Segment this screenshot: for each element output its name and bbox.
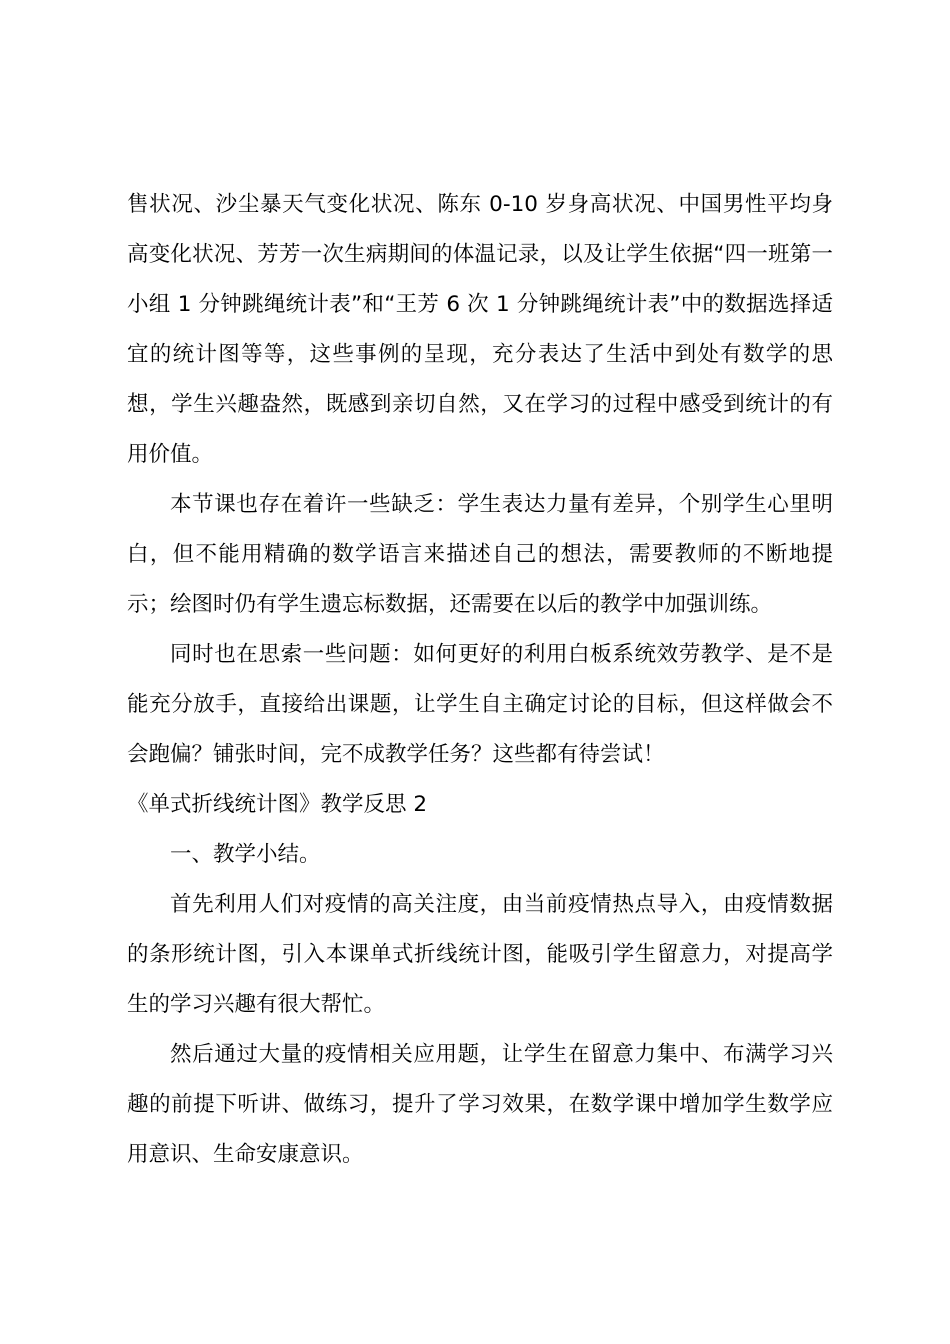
- paragraph-practice: 然后通过大量的疫情相关应用题，让学生在留意力集中、布满学习兴趣的前提下听讲、做练习，提升了学习效果，在数学课中增加学生数学应用意识、生命安康意识。: [127, 1042, 833, 1167]
- section-title: 《单式折线统计图》教学反思 2: [127, 792, 428, 817]
- subsection-heading: 一、教学小结。: [170, 842, 321, 867]
- paragraph-continuation: 售状况、沙尘暴天气变化状况、陈东 0-10 岁身高状况、中国男性平均身高变化状况、芳芳一次生病期间的体温记录，以及让学生依据“四一班第一小组 1 分钟跳绳统计表”和“王芳 6 次 1 分钟跳绳统计表”中的数据选择适宜的统计图等等，这些事例的呈现，充分表达了生活中到处有数学的思想，学生兴趣盎然，既感到亲切自然，又在学习的过程中感受到统计的有用价值。: [127, 192, 833, 467]
- document-body: [127, 180, 833, 1180]
- paragraph-shortcomings: 本节课也存在着许一些缺乏：学生表达力量有差异，个别学生心里明白，但不能用精确的数学语言来描述自己的想法，需要教师的不断地提示；绘图时仍有学生遗忘标数据，还需要在以后的教学中加强训练。: [127, 492, 833, 617]
- paragraph-reflection-questions: 同时也在思索一些问题：如何更好的利用白板系统效劳教学、是不是能充分放手，直接给出课题，让学生自主确定讨论的目标，但这样做会不会跑偏？铺张时间，完不成教学任务？这些都有待尝试！: [127, 642, 833, 767]
- paragraph-introduction: 首先利用人们对疫情的高关注度，由当前疫情热点导入，由疫情数据的条形统计图，引入本课单式折线统计图，能吸引学生留意力，对提高学生的学习兴趣有很大帮忙。: [127, 892, 833, 1017]
